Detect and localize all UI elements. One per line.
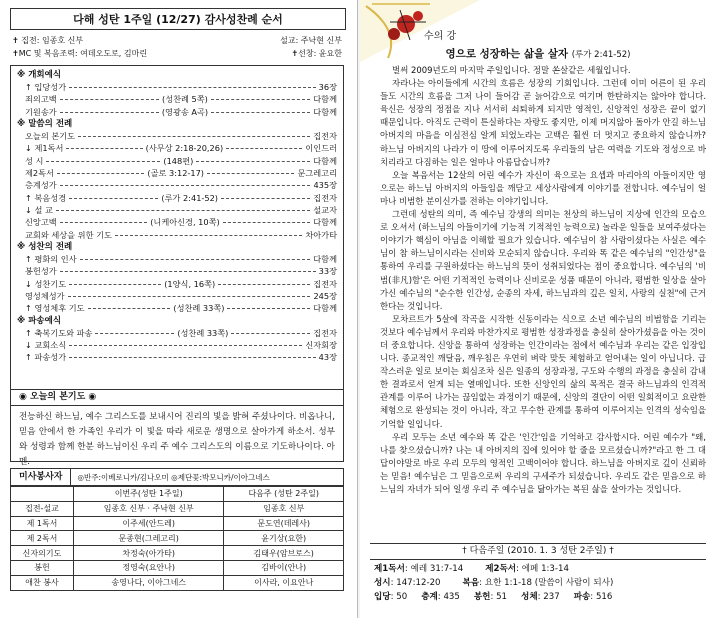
liturgy-item-person: 집전자 [313,278,338,289]
liturgy-item-reference: (성찬례 33쪽) [177,327,229,338]
liturgy-row [17,192,337,204]
servers-title: 미사봉사자 [11,469,71,485]
leader-dots [69,87,316,88]
liturgy-item-name: 영성체성가 [25,290,65,301]
hymn-number: 봉헌: 51 [473,592,508,602]
gospel-ref: 요한 1:1-18 (말씀이 사람이 되사) [484,578,614,588]
leader-dots [196,161,310,162]
liturgy-item-reference: (영광송 A곡) [161,106,209,117]
servers-cell: 제 1독서 [11,516,74,531]
liturgy-item-name: ↓ 성찬기도 [25,278,67,289]
liturgy-item-reference: (성찬례 5쪽) [162,94,208,105]
servers-table-row [11,501,344,516]
liturgy-row [17,204,337,216]
servers-cell [11,487,74,502]
servers-table-header [11,487,344,502]
liturgy-row [17,81,337,93]
liturgy-item-name: ↓ 교회소식 [25,340,67,351]
liturgy-item-person: 다함께 [313,94,337,105]
liturgy-row [17,106,337,118]
servers-cell: 신자의기도 [11,546,74,561]
mc-label: ✝MC 및 복음조력: 여데오도로, 김마린 [12,49,148,58]
servers-cell: 임종호 신부 [224,501,344,516]
liturgy-item-name: 신앙고백 [25,217,57,228]
next-week-heading: † 다음주일 (2010. 1. 3 성탄 2주일) † [370,543,706,560]
leader-dots [231,333,310,334]
sermon-paragraph: 자라나는 아이들에게 시간의 흐름은 성장의 기회입니다. 그런데 이미 어른이 된 우리들도 시간의 흐름을 그저 나이 들어감 곧 늙어감으로 여기며 한탄하지는 않아야 합니다. 육신은 성장의 정점을 지나 서서히 쇠퇴하게 되지만 영적인, 신앙적인 성장은 끝이 없기 때문입니다. 아직도 근력이 튼실하다는 자랑도 좋지만, 이제 머지않아 돌아가 안길 하느님 아버지의 마음을 이심전심 알게 되었노라는 고백은 훨씬 더 멋지고 중요하지 않습니까? 하느님 아버지의 나라가 이 땅에 이루어지도록 우리들의 남은 여력을 기도와 정성으로 바치리라고 다짐하는 일은 얼마나 아름답습니까? [380,78,706,167]
servers-cell: 문도연(데레사) [224,516,344,531]
liturgy-item-name: 봉헌성가 [25,266,57,277]
hymn-label: 성체 [521,592,538,602]
psalm-ref: 147:12-20 [396,578,441,588]
hymn-number: 층계: 435 [421,592,460,602]
liturgy-item-person: 집전자 [313,131,337,142]
liturgy-item-name: ↑ 복음성경 [25,192,67,203]
hymn-number: 파송: 516 [573,592,613,602]
section-heading: ※ 성찬의 전례 [17,242,73,253]
readings-line-2 [374,576,704,590]
liturgy-row [17,340,337,352]
liturgy-row [17,94,337,106]
cantor-label: ✝선창: 윤요한 [291,49,342,58]
leader-dots [226,148,302,149]
liturgy-row [17,327,337,339]
liturgy-row [17,143,337,155]
ornament-dot-2 [388,28,400,40]
liturgy-item-name: ↑ 축복기도와 파송 [25,327,93,338]
sermon-reference: (루가 2:41-52) [571,50,631,60]
liturgy-item-person: 문그레고리 [297,168,337,179]
servers-cell: 임종호 신부 · 주낙현 신부 [74,501,224,516]
next-readings [374,562,704,604]
hymn-number: 성체: 237 [521,592,560,602]
liturgy-item-person: 이인드러 [305,143,338,154]
servers-table-row [11,516,344,531]
liturgy-row [17,167,337,179]
liturgy-row [17,155,337,167]
liturgy-item-person: 245장 [313,290,337,301]
leader-dots [60,112,159,113]
liturgy-item-name: 제2독서 [25,168,54,179]
hymn-value: 237 [543,592,560,602]
hymn-value: 516 [595,592,613,602]
readings-line-1 [374,562,704,576]
servers-cell: 봉헌 [11,560,74,575]
liturgy-row [17,217,337,229]
liturgy-item-person: 다함께 [313,254,337,265]
leader-dots [69,357,316,358]
liturgy-item-reference: (니케아신경, 10쪽) [150,217,220,228]
servers-table-row [11,575,344,590]
ornament-dot-3 [413,11,423,21]
servers-cell: 다음주 (성탄 2주일) [224,487,344,502]
liturgy-item-person: 다함께 [313,155,337,166]
leader-dots [57,173,144,174]
liturgy-item-person: 다함께 [313,303,337,314]
leader-dots [88,308,171,309]
liturgy-item-name: 죄의고백 [25,94,57,105]
liturgy-item-person: 36장 [318,81,337,92]
leader-dots [56,210,310,211]
servers-table-row [11,546,344,561]
servers-cell: 이주세(안드레) [74,516,224,531]
liturgy-row [17,229,337,241]
liturgy-row [17,278,337,290]
sermon-title: 영으로 성장하는 삶을 살자 [445,48,569,60]
section-heading: ※ 파송예식 [17,315,62,326]
gospel: 복음: 요한 1:1-18 (말씀이 사람이 되사) [462,578,614,588]
preacher-label: 설교: 주낙현 신부 [280,36,342,45]
servers-cell: 제 2독서 [11,531,74,546]
servers-caption: ◎반주:이베로니카/김나오미 ◎제단꽃:박모니카/이아그네스 [77,472,270,482]
servers-cell: 이번주(성탄 1주일) [74,487,224,502]
left-page [0,0,358,618]
leader-dots [60,222,148,223]
sermon-paragraph: 오늘 복음서는 12살의 어린 예수가 자신이 육으로는 요셉과 마리아의 아들이지만 영으로는 하느님 아버지의 아들임을 깨닫고 세상사람에게 이야기를 전합니다. 예수님이 얼마나 비범한 분이신가를 전하는 이야기입니다. [380,169,706,206]
servers-cell: 집전-설교 [11,501,74,516]
sermon-body [380,64,706,496]
section-heading: ※ 말씀의 전례 [17,119,73,130]
gospel-label: 복음 [462,578,480,588]
liturgy-item-name: ↑ 입당성가 [25,81,67,92]
leader-dots [207,173,294,174]
servers-table-row [11,560,344,575]
hymn-label: 입당 [374,592,391,602]
next-hymns [374,590,704,604]
liturgy-item-name: 오늘의 본기도 [25,131,76,142]
servers-cell: 김태우(암브로스) [224,546,344,561]
servers-cell: 윤기상(요한) [224,531,344,546]
reading-1-ref: 예레 31:7-14 [410,564,464,574]
hymn-label: 층계 [421,592,438,602]
servers-cell: 김바이(안나) [224,560,344,575]
celebrant-label: ✝ 집전: 임종호 신부 [12,36,84,45]
leader-dots [223,222,311,223]
servers-cell: 애찬 봉사 [11,575,74,590]
servers-header [10,468,344,486]
servers-table [10,486,344,591]
ministers-block [12,34,342,60]
leader-dots [46,161,160,162]
servers-cell: 이사라, 이요안나 [224,575,344,590]
liturgy-item-person: 차아가타 [305,229,337,240]
liturgy-item-name: ↓ 설 교 [25,204,53,215]
liturgy-item-reference: (루가 2:41-52) [161,192,218,203]
liturgy-item-person: 집전자 [313,327,337,338]
liturgy-item-person: 다함께 [313,106,338,117]
liturgy-row [17,266,337,278]
reading-2-ref: 에페 1:3-14 [521,564,569,574]
servers-table-row [11,531,344,546]
order-title: 다해 성탄 1주일 (12/27) 감사성찬례 순서 [10,8,346,30]
leader-dots [69,198,158,199]
leader-dots [66,148,142,149]
leader-dots [211,112,310,113]
reading-1-label: 제1독서 [374,564,405,574]
leader-dots [69,284,161,285]
hymn-value: 50 [396,592,408,602]
liturgy-order-box [10,65,344,390]
liturgy-row [17,303,337,315]
psalm: 성시: 147:12-20 [374,578,441,588]
sermon-title-line [370,46,706,61]
liturgy-row [17,290,337,302]
leader-dots [95,333,174,334]
servers-cell: 차정숙(아가타) [74,546,224,561]
liturgy-item-person: 다함께 [313,217,337,228]
corner-text: 수의 강 [424,31,457,42]
leader-dots [60,99,159,100]
ornament-dot-1 [397,15,415,33]
liturgy-item-reference: (148편) [163,155,194,166]
liturgy-row [17,130,337,142]
liturgy-item-person: 33장 [318,266,337,277]
liturgy-item-person: 435장 [313,180,337,191]
liturgy-item-reference: (1양식, 16쪽) [164,278,216,289]
leader-dots [221,198,310,199]
liturgy-item-name: 층계성가 [25,180,57,191]
leader-dots [80,259,311,260]
leader-dots [115,235,302,236]
liturgy-item-person: 설교자 [313,204,337,215]
liturgy-item-person: 신자회장 [305,340,337,351]
reading-1: 제1독서: 예레 31:7-14 [374,564,464,574]
liturgy-item-name: ↑ 평화의 인사 [25,254,77,265]
collect-text: 전능하신 하느님, 예수 그리스도를 보내시어 진리의 빛을 밝혀 주셨나이다. 비옵나니, 믿음 안에서 한 가족인 우리가 이 빛을 따라 새로운 생명으로 살아가게 하소서. 성부와 성령과 함께 한분 하느님이신 우리 주 예수 그리스도의 이름으로 기도하나이다. 아멘. [10,406,344,462]
liturgy-item-reference: (골로 3:12-17) [147,168,204,179]
leader-dots [60,271,316,272]
right-page [360,0,720,618]
servers-cell: 문종현(그레고리) [74,531,224,546]
hymn-label: 파송 [573,592,591,602]
leader-dots [78,136,310,137]
liturgy-item-reference: (사무상 2:18-20,26) [145,143,224,154]
liturgy-item-name: ↑ 영성체후 기도 [25,303,85,314]
leader-dots [68,296,311,297]
leader-dots [211,99,310,100]
sermon-paragraph: 모차르트가 5살에 작곡을 시작한 신동이라는 식으로 소년 예수님의 비범함을 기리는 것보다 예수님께서 우리와 마찬가지로 평범한 성장과정을 충실히 살아가셨음을 아는 것이 더 중요합니다. 신앙을 통하여 성장하는 인간이라는 점에서 예수님과 우리는 같은 입장입니다. 종교적인 깨달음, 깨우침은 우연히 벼락 맞듯 체험하고 얻어내는 일이 아닙니다. 급작스러운 일로 보이는 회심조차 실은 일종의 성장과정, 구도와 수행의 과정을 충실히 감내한 결과로서 얻게 되는 열매입니다. 또한 신앙인의 삶의 목적은 결국 하느님과의 인격적 관계를 이루어 나가는 끊임없는 과정이기 때문에, 신앙의 결단이 어떤 일회적이고 요란한 체험으로 완성되는 것이 아니라, 작고 무수한 관계를 통하여 이루어지는 인격의 성숙임을 기억할 일입니다. [380,313,706,429]
leader-dots [60,185,311,186]
sermon-paragraph: 그런데 성탄의 의미, 즉 예수님 강생의 의미는 천상의 하느님이 지상에 인간의 모습으로 오셔서 (하느님의 아들이기에 기능적 기적적인 능력으로) 놀라운 일들을 보여주셨다는 이야기가 핵심이 아님을 이해할 필요가 있습니다. 예수님이 참 사람이셨다는 사실은 예수님이 참 하느님이시라는 신비와 모순되지 않습니다. 우리와 똑 같은 예수님의 "인간성"을 통하여 우리를 구원하셨다는 하느님의 뜻이 성취되었다는 점이 중요합니다. 예수님의 '비범(非凡)함'은 어떤 기적적인 능력이나 신비로운 성품 때문이 아니라, 평범한 일상을 살아가신 예수님의 "순수한 인간성, 순종의 자세, 하느님과의 깊은 일치, 사랑의 실천"에 근거한다는 것입니다. [380,209,706,311]
liturgy-item-person: 집전자 [313,192,338,203]
ministers-row-1 [12,34,342,47]
leader-dots [218,284,310,285]
liturgy-item-name: 교회와 세상을 위한 기도 [25,229,112,240]
liturgy-item-reference: (성찬례 33쪽) [173,303,225,314]
servers-cell: 정영숙(요안나) [74,560,224,575]
liturgy-item-person: 43장 [318,352,337,363]
liturgy-row [17,352,337,364]
liturgy-item-name: ↑ 파송성가 [25,352,67,363]
sermon-paragraph: 벌써 2009년도의 마지막 주일입니다. 정말 쏜살같은 세월입니다. [392,65,631,75]
section-heading: ※ 개회예식 [17,70,62,80]
hymn-value: 435 [443,592,460,602]
reading-2: 제2독서: 에페 1:3-14 [485,564,569,574]
leader-dots [69,345,302,346]
hymn-label: 봉헌 [473,592,491,602]
liturgy-item-name: 성 시 [25,155,44,166]
liturgy-item-name: ↓ 제1독서 [25,143,64,154]
collect-heading: ◉ 오늘의 본기도 ◉ [10,390,344,406]
psalm-label: 성시 [374,578,391,588]
liturgy-row [17,180,337,192]
leader-dots [227,308,310,309]
servers-section [10,468,344,591]
liturgy-row [17,253,337,265]
servers-cell: 송영나다, 이아그네스 [74,575,224,590]
liturgy-item-name: 기원송가 [25,106,57,117]
reading-2-label: 제2독서 [485,564,517,574]
ministers-row-2 [12,47,342,60]
sermon-paragraph: 우리 모두는 소년 예수와 똑 같은 '인간'임을 기억하고 감사합시다. 어린 예수가 "왜, 나를 찾으셨습니까? 나는 내 아버지의 집에 있어야 할 줄을 모르셨습니까?"라고 한 그 대답이야말로 바로 우리 모두의 영적인 고백이어야 합니다. 하느님을 아버지로 깊이 신뢰하는 믿음! 예수님은 그 믿음으로써 우리의 구세주가 되셨습니다. 우리도 같은 믿음으로 하느님의 자녀가 되어 일생 우리 주 예수님을 닮아가는 복된 삶을 살아가는 것입니다. [380,431,706,494]
hymn-value: 51 [496,592,508,602]
hymn-number: 입당: 50 [374,592,408,602]
